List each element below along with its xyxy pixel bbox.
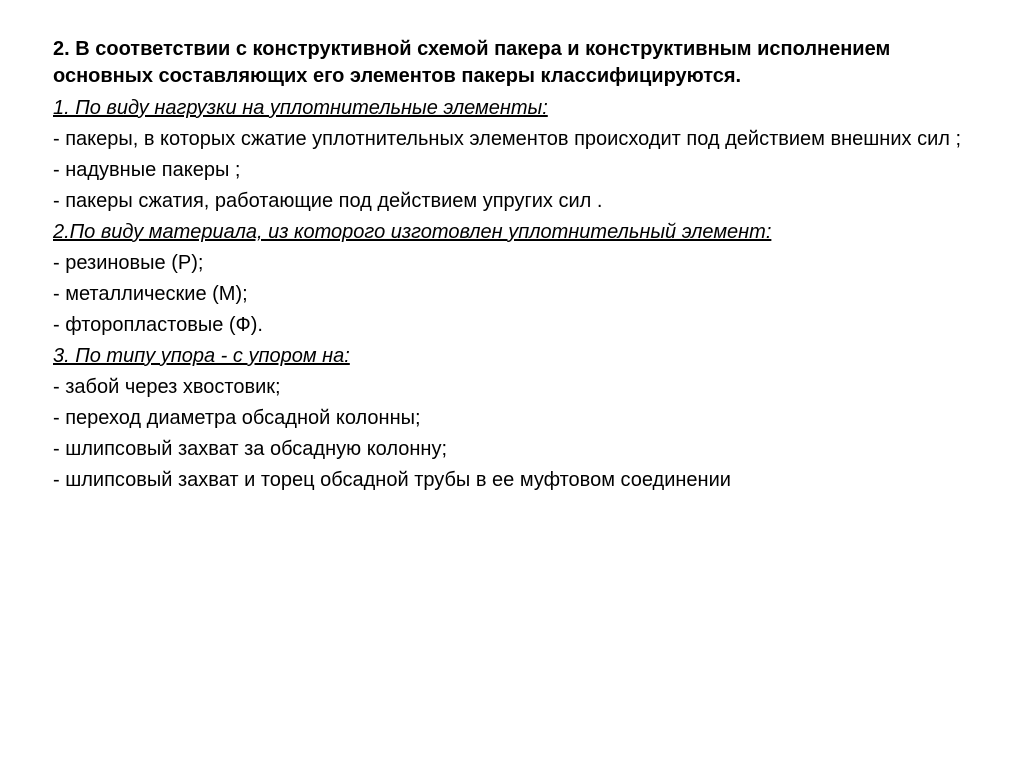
list-item: - резиновые (Р);: [53, 252, 204, 274]
slide-content: [53, 36, 983, 498]
section-title-load-type: 1. По виду нагрузки на уплотнительные элементы:: [53, 97, 548, 119]
section-title-stop-type: 3. По типу упора - с упором на:: [53, 345, 350, 367]
list-item: - надувные пакеры ;: [53, 159, 241, 181]
list-item: - металлические (М);: [53, 283, 248, 305]
section-title-material: 2.По виду материала, из которого изготовлен уплотнительный элемент:: [53, 221, 772, 243]
list-item: - фторопластовые (Ф).: [53, 314, 263, 336]
list-item: - забой через хвостовик;: [53, 376, 281, 398]
list-item: - шлипсовый захват и торец обсадной трубы в ее муфтовом соединении: [53, 469, 731, 491]
slide-heading: 2. В соответствии с конструктивной схемой пакера и конструктивным исполнением основных составляющих его элементов пакеры классифицируются.: [53, 38, 891, 87]
list-item: - шлипсовый захват за обсадную колонну;: [53, 438, 448, 460]
list-item: - переход диаметра обсадной колонны;: [53, 407, 421, 429]
list-item: - пакеры, в которых сжатие уплотнительных элементов происходит под действием внешних сил ;: [53, 128, 962, 150]
list-item: - пакеры сжатия, работающие под действием упругих сил .: [53, 190, 603, 212]
